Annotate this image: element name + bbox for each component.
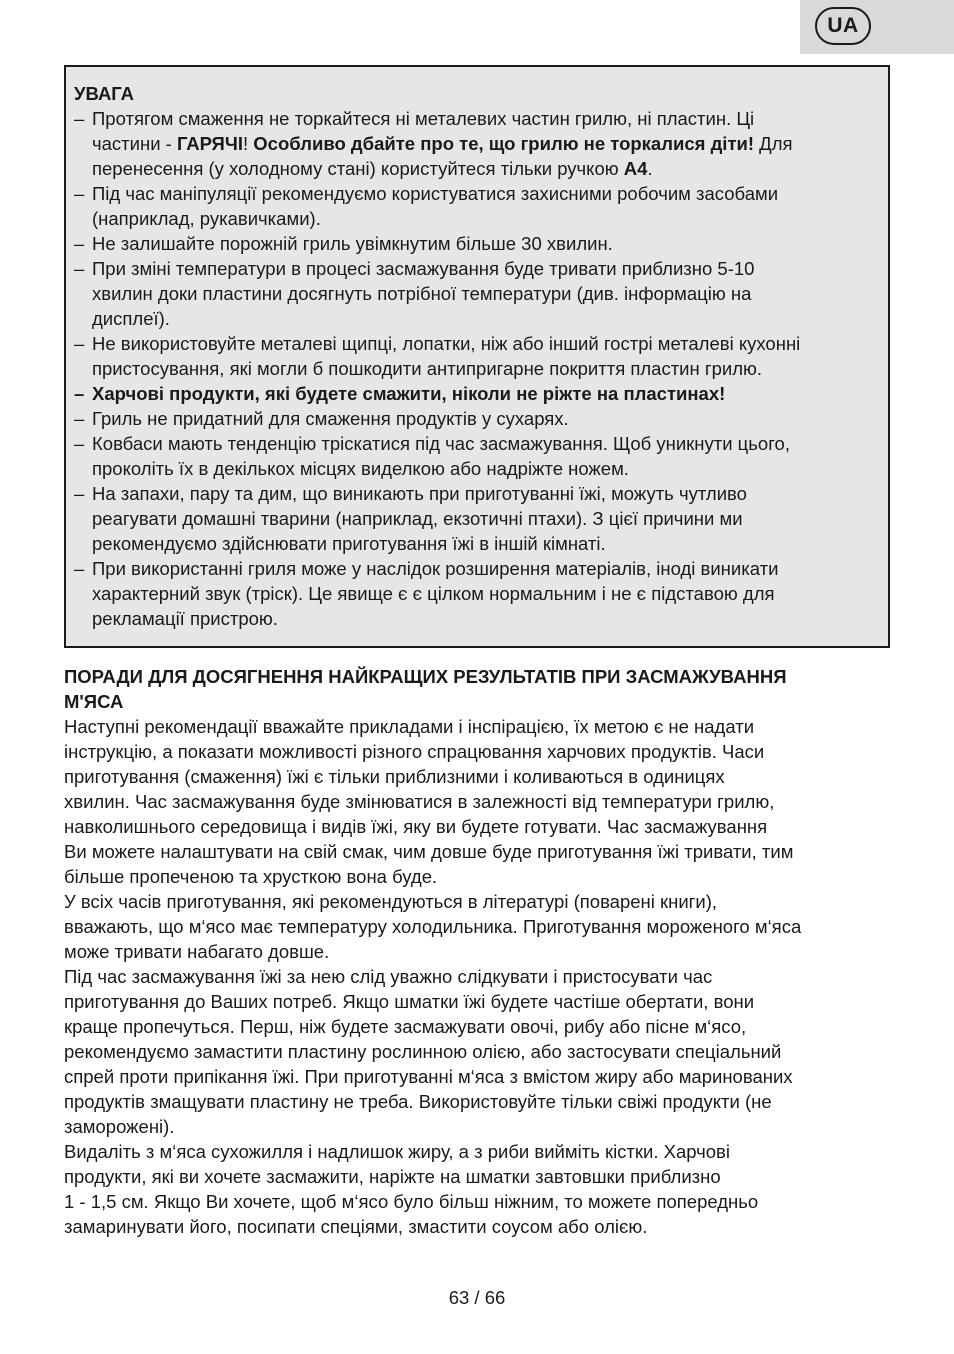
- warning-item-breadcrumbs: – Гриль не придатний для смаження продуктів у сухарях.: [74, 406, 880, 431]
- tips-paragraph-intro: Наступні рекомендації вважайте прикладами і інспірацією, їх метою є не надати інструкцію, а показати можливості різного спрацювання харчових продуктів. Часи приготування (смаження) їжі є тільки приблизними і коливаються в одиницях хвилин. Час засмажування буде змінюватися в залежності від температури грилю, навколишнього середовища і видів їжі, яку ви будете готувати. Час засмажування Ви можете налаштувати на свій смак, чим довше буде приготування їжі тривати, тим більше пропеченою та хрусткою вона буде.: [64, 716, 794, 887]
- handle-ref: A4: [623, 158, 648, 179]
- warning-title: УВАГА: [74, 83, 134, 104]
- warning-item-hot-parts: – Протягом смаження не торкайтеся ні металевих частин грилю, ні пластин. Ці частини - ГАРЯЧІ! Особливо дбайте про те, що грилю не торкалися діти! Для перенесення (у холодному стані) користуйтеся тільки ручкою A4.: [74, 106, 880, 181]
- language-tab: [800, 0, 954, 54]
- tips-paragraph-meat-temperature: У всіх часів приготування, які рекомендуються в літературі (поварені книги), вважають, що м‘ясо має температуру холодильника. Приготування мороженого м‘яса може тривати набагато довше.: [64, 891, 802, 962]
- page-number: 63 / 66: [448, 1287, 506, 1308]
- warning-item-metal-utensils: – Не використовуйте металеві щипці, лопатки, ніж або інший гострі металеві кухонні пристосування, які могли б пошкодити антипригарне покриття пластин грилю.: [74, 331, 880, 381]
- warning-item-sausages: – Ковбаси мають тенденцію тріскатися під час засмажування. Щоб уникнути цього, проколіть їх в декількох місцях виделкою або надріжте ножем.: [74, 431, 880, 481]
- language-badge: UA: [815, 7, 871, 45]
- tips-section: [64, 664, 890, 1239]
- warning-item-temperature-change: – При зміні температури в процесі засмажування буде тривати приблизно 5-10 хвилин доки пластини досягнуть потрібної температури (див. інформацію на дисплеї).: [74, 256, 880, 331]
- warning-item-cracking-sound: – При використанні гриля може у наслідок розширення матеріалів, іноді виникати характерний звук (тріск). Це явище є є цілком нормальним і не є підставою для рекламації пристрою.: [74, 556, 880, 631]
- tips-heading: ПОРАДИ ДЛЯ ДОСЯГНЕННЯ НАЙКРАЩИХ РЕЗУЛЬТАТІВ ПРИ ЗАСМАЖУВАННЯ М'ЯСА: [64, 666, 787, 712]
- warning-item-pets: – На запахи, пару та дим, що виникають при приготуванні їжі, можуть чутливо реагувати домашні тварини (наприклад, екзотичні птахи). З цієї причини ми рекомендуємо здійснювати приготування їжі в іншій кімнаті.: [74, 481, 880, 556]
- tips-paragraph-preparation: Видаліть з м‘яса сухожилля і надлишок жиру, а з риби вийміть кістки. Харчові продукти, які ви хочете засмажити, наріжте на шматки завтовшки приблизно 1 - 1,5 см. Якщо Ви хочете, щоб м‘ясо було більш ніжним, то можете попередньо замаринувати його, посипати спеціями, змастити соусом або олією.: [64, 1141, 759, 1237]
- warning-box: [64, 65, 890, 648]
- warning-item-empty-grill: – Не залишайте порожній гриль увімкнутим більше 30 хвилин.: [74, 231, 880, 256]
- warning-list: [74, 106, 880, 631]
- warning-item-gloves: – Під час маніпуляції рекомендуємо користуватися захисними робочим засобами (наприклад, рукавичками).: [74, 181, 880, 231]
- warning-item-no-cutting: – Харчові продукти, які будете смажити, ніколи не ріжте на пластинах!: [74, 381, 880, 406]
- tips-paragraph-monitoring: Під час засмажування їжі за нею слід уважно слідкувати і пристосувати час приготування до Ваших потреб. Якщо шматки їжі будете частіше обертати, вони краще пропечуться. Перш, ніж будете засмажувати овочі, рибу або пісне м‘ясо, рекомендуємо замастити пластину рослинною олією, або застосувати спеціальний спрей проти припікання їжі. При приготуванні м‘яса з вмістом жиру або маринованих продуктів змащувати пластину не треба. Використовуйте тільки свіжі продукти (не заморожені).: [64, 966, 793, 1137]
- children-emphasis: Особливо дбайте про те, що грилю не торкалися діти!: [253, 133, 755, 154]
- hot-emphasis: ГАРЯЧІ: [176, 133, 243, 154]
